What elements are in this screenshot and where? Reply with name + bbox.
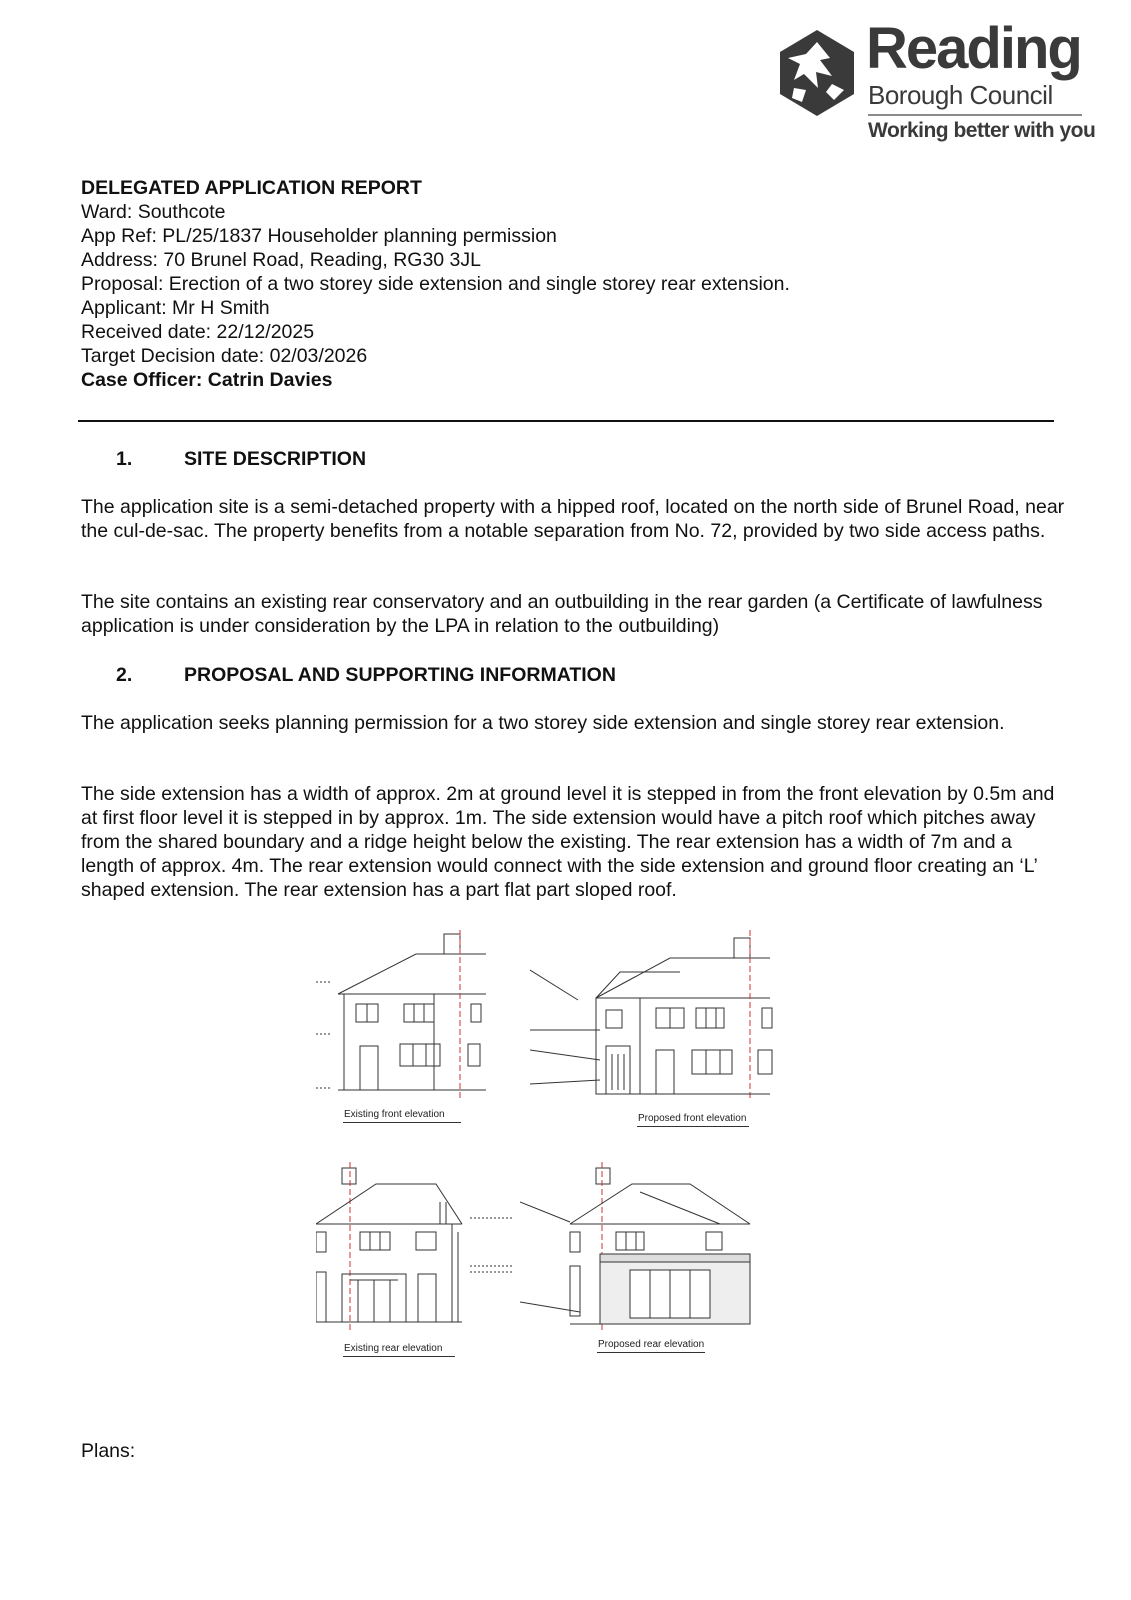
section-1-heading — [116, 448, 366, 471]
report-title: DELEGATED APPLICATION REPORT — [81, 177, 422, 199]
proposed-front-elevation-drawing — [530, 930, 780, 1130]
section-2-heading — [116, 664, 616, 687]
figure-caption: Existing rear elevation — [344, 1343, 443, 1354]
existing-front-elevation-drawing — [316, 930, 496, 1130]
logo-divider — [868, 114, 1082, 116]
report-header — [81, 176, 790, 392]
council-emblem-icon — [772, 28, 862, 118]
paragraph: The site contains an existing rear conservatory and an outbuilding in the rear garden (a Certificate of lawfulness application is under consideration by the LPA in relation to the outbuilding) — [81, 591, 1043, 637]
plans-label: Plans: — [81, 1440, 136, 1462]
logo-tagline: Working better with you — [868, 119, 1096, 142]
council-logo — [758, 16, 1098, 146]
caption-underline — [637, 1126, 749, 1127]
applicant-line: Applicant: Mr H Smith — [81, 297, 270, 319]
figure-caption: Proposed rear elevation — [598, 1339, 705, 1350]
logo-name: Reading — [866, 16, 1081, 81]
figure-caption: Existing front elevation — [344, 1109, 445, 1120]
caption-underline — [343, 1122, 461, 1123]
app-ref-line: App Ref: PL/25/1837 Householder planning permission — [81, 225, 557, 247]
paragraph: The application seeks planning permission for a two storey side extension and single storey rear extension. — [81, 712, 1005, 734]
section-number: 2. — [116, 664, 133, 686]
case-officer-line: Case Officer: Catrin Davies — [81, 369, 333, 391]
existing-rear-elevation-drawing — [316, 1162, 526, 1352]
proposed-rear-elevation-drawing — [520, 1162, 760, 1352]
paragraph: The application site is a semi-detached property with a hipped roof, located on the north side of Brunel Road, near the cul-de-sac. The property benefits from a notable separation from No. 72, provided by two side access paths. — [81, 496, 1065, 542]
target-date-line: Target Decision date: 02/03/2026 — [81, 345, 368, 367]
received-date-line: Received date: 22/12/2025 — [81, 321, 315, 343]
ward-line: Ward: Southcote — [81, 201, 226, 223]
caption-underline — [343, 1356, 455, 1357]
proposal-line: Proposal: Erection of a two storey side extension and single storey rear extension. — [81, 273, 790, 295]
figure-caption: Proposed front elevation — [638, 1113, 747, 1124]
caption-underline — [597, 1352, 705, 1353]
address-line: Address: 70 Brunel Road, Reading, RG30 3JL — [81, 249, 481, 271]
paragraph: The side extension has a width of approx. 2m at ground level it is stepped in from the front elevation by 0.5m and at first floor level it is stepped in by approx. 1m. The side extension would have a pitch roof which pitches away from the shared boundary and a ridge height below the existing. The rear extension has a width of 7m and a length of approx. 4m. The rear extension would connect with the side extension and ground floor creating an ‘L’ shaped extension. The rear extension has a part flat part sloped roof. — [81, 783, 1055, 901]
logo-subtitle: Borough Council — [868, 80, 1053, 110]
section-title: PROPOSAL AND SUPPORTING INFORMATION — [184, 664, 616, 686]
header-divider — [78, 420, 1054, 422]
section-title: SITE DESCRIPTION — [184, 448, 367, 470]
section-number: 1. — [116, 448, 133, 470]
